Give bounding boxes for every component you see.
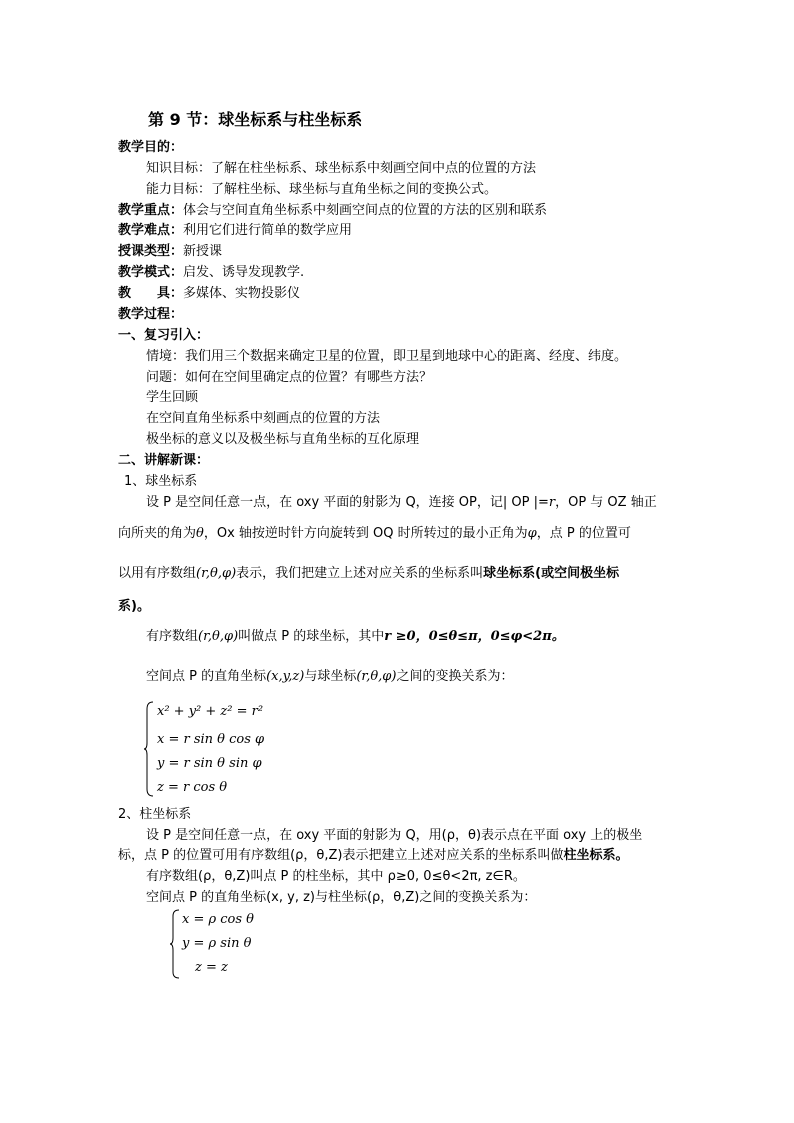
- tools-text: 多媒体、实物投影仪: [183, 286, 301, 301]
- tools-line: [118, 285, 300, 303]
- difficulty-label: 教学难点：: [118, 223, 184, 238]
- sphere-definition: 有序数组(r,θ,φ)叫做点 P 的球坐标，其中r ≥0，0≤θ≤π，0≤φ<2π。: [146, 629, 565, 644]
- mode-text: 启发、诱导发现教学.: [183, 265, 305, 280]
- page-title: 第 9 节：球坐标系与柱坐标系: [148, 110, 363, 129]
- mode-line: [118, 264, 304, 282]
- type-line: [118, 243, 222, 261]
- review-line: 极坐标的意义以及极坐标与直角坐标的互化原理: [146, 432, 420, 447]
- cylinder-equation-brace: [170, 909, 180, 979]
- sphere-paragraph-line: 系)。: [118, 599, 150, 614]
- review-line: 问题：如何在空间里确定点的位置？有哪些方法？: [146, 370, 433, 385]
- ability-goal: 能力目标：了解柱坐标、球坐标与直角坐标之间的变换公式。: [146, 182, 498, 197]
- cylinder-heading: 2、柱坐标系: [118, 807, 192, 822]
- sphere-paragraph-line: 以用有序数组(r,θ,φ)表示，我们把建立上述对应关系的坐标系叫球坐标系(或空间极坐标: [118, 566, 620, 581]
- cylinder-relation: 空间点 P 的直角坐标(x, y, z)与柱坐标(ρ，θ,Z)之间的变换关系为：: [146, 890, 537, 905]
- review-line: 学生回顾: [146, 390, 199, 405]
- cylinder-paragraph-line: 设 P 是空间任意一点，在 oxy 平面的射影为 Q，用(ρ，θ)表示点在平面 oxy 上的极坐: [146, 828, 643, 843]
- process-heading: 教学过程：: [118, 307, 184, 322]
- sphere-heading: 1、球坐标系: [124, 474, 198, 489]
- sphere-equation: x = r sin θ cos φ: [157, 732, 265, 747]
- new-heading: 二、讲解新课：: [118, 453, 210, 468]
- cylinder-definition: 有序数组(ρ，θ,Z)叫点 P 的柱坐标，其中 ρ≥0, 0≤θ<2π, z∈R。: [146, 869, 526, 884]
- key-point-line: [118, 202, 547, 220]
- sphere-equation: z = r cos θ: [157, 780, 228, 795]
- sphere-equation: y = r sin θ sin φ: [157, 756, 262, 771]
- objectives-heading: 教学目的：: [118, 140, 184, 155]
- cylinder-equation: y = ρ sin θ: [182, 936, 252, 951]
- cylinder-equation: x = ρ cos θ: [182, 912, 255, 927]
- key-point-label: 教学重点：: [118, 203, 184, 218]
- mode-label: 教学模式：: [118, 265, 184, 280]
- sphere-relation: 空间点 P 的直角坐标(x,y,z)与球坐标(r,θ,φ)之间的变换关系为：: [146, 669, 514, 684]
- tools-label: 教 具：: [118, 286, 184, 301]
- difficulty-line: [118, 222, 352, 240]
- sphere-paragraph-line: 向所夹的角为θ，Ox 轴按逆时针方向旋转到 OQ 时所转过的最小正角为φ，点 P 的位置可: [118, 526, 631, 541]
- sphere-paragraph-line: 设 P 是空间任意一点，在 oxy 平面的射影为 Q，连接 OP，记| OP |=r，OP 与 OZ 轴正: [146, 495, 657, 510]
- type-text: 新授课: [183, 244, 223, 259]
- cylinder-equation: z = z: [195, 960, 228, 975]
- sphere-equation-brace: [144, 701, 154, 797]
- review-line: 在空间直角坐标系中刻画点的位置的方法: [146, 411, 381, 426]
- review-heading: 一、复习引入：: [118, 328, 210, 343]
- type-label: 授课类型：: [118, 244, 184, 259]
- difficulty-text: 利用它们进行简单的数学应用: [183, 223, 353, 238]
- key-point-text: 体会与空间直角坐标系中刻画空间点的位置的方法的区别和联系: [183, 203, 548, 218]
- review-line: 情境：我们用三个数据来确定卫星的位置，即卫星到地球中心的距离、经度、纬度。: [146, 349, 628, 364]
- knowledge-goal: 知识目标：了解在柱坐标系、球坐标系中刻画空间中点的位置的方法: [146, 161, 537, 176]
- cylinder-paragraph-line: 标，点 P 的位置可用有序数组(ρ，θ,Z)表示把建立上述对应关系的坐标系叫做柱坐标系。: [118, 848, 629, 863]
- sphere-equation: x² + y² + z² = r²: [157, 704, 264, 719]
